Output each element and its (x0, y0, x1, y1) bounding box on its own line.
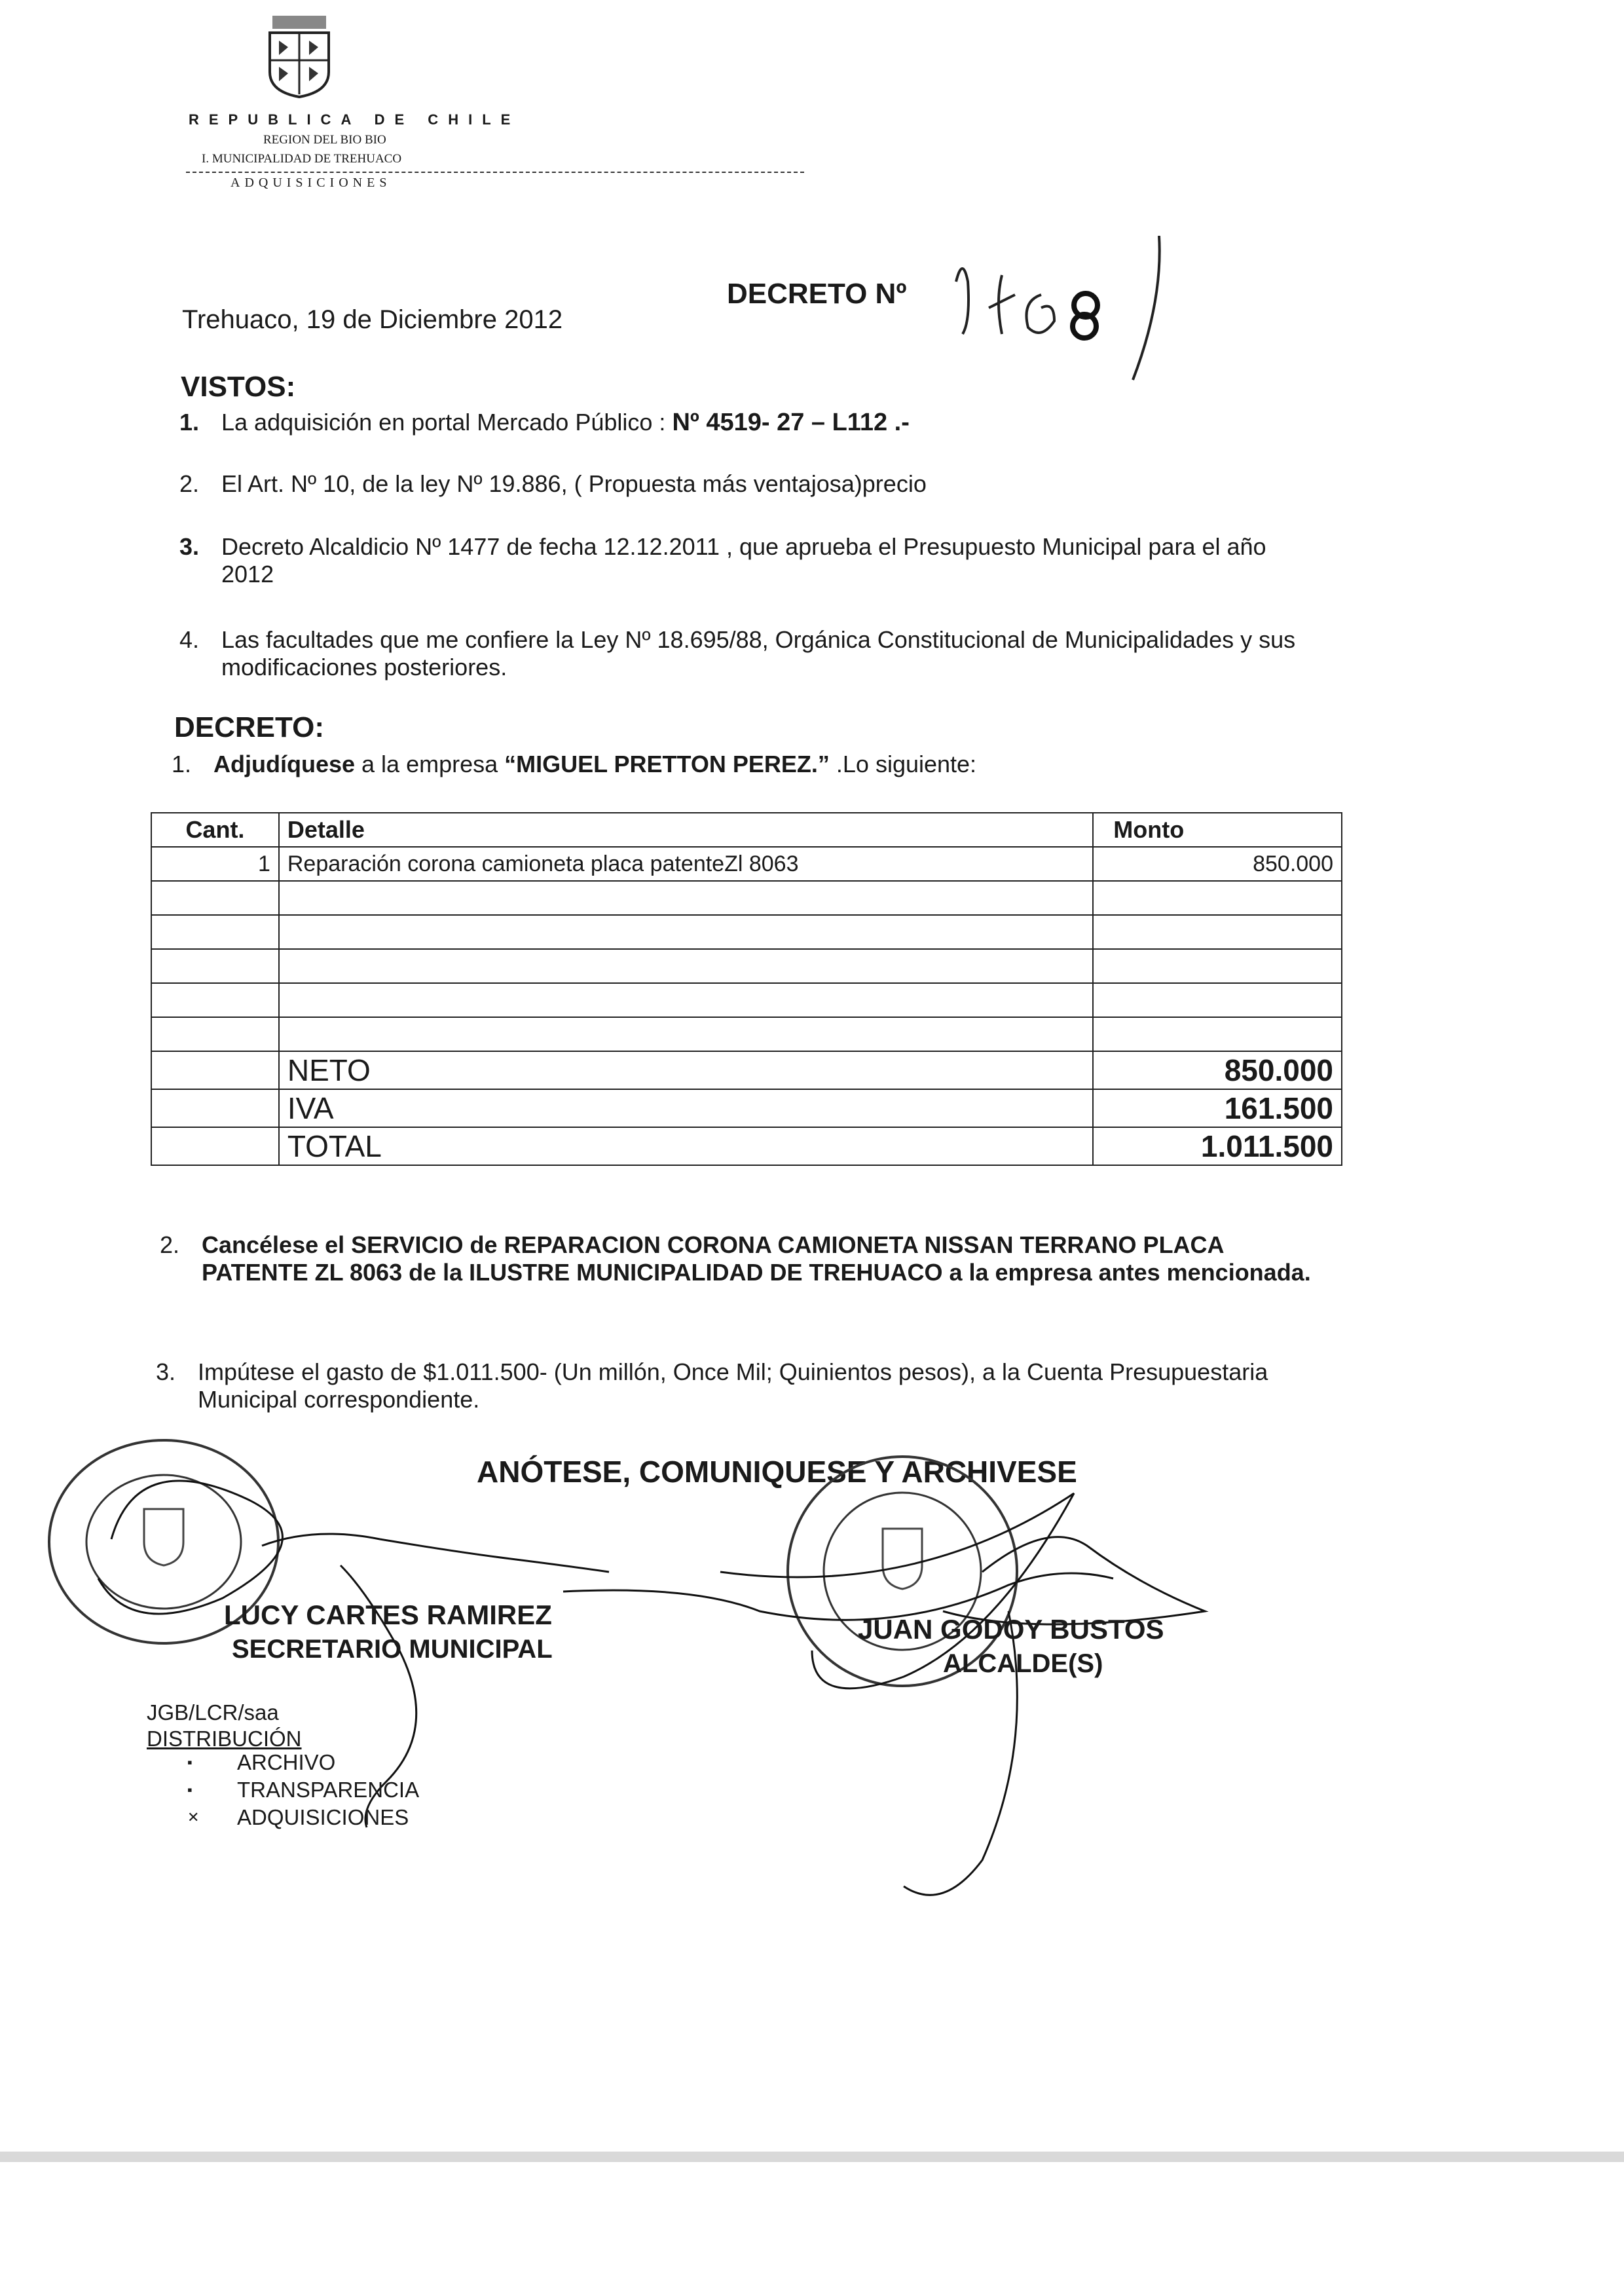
mercado-publico-id: Nº 4519- 27 – L112 .- (672, 409, 910, 436)
decreto-heading: DECRETO: (174, 711, 324, 743)
place-date: Trehuaco, 19 de Diciembre 2012 (182, 305, 563, 334)
vistos-item-3-text-cont: 2012 (221, 561, 274, 588)
header-department: ADQUISICIONES (231, 176, 392, 190)
municipal-crest-icon (261, 12, 338, 100)
distribution-list (151, 1749, 419, 1831)
item-2-line-1: Cancélese el SERVICIO de REPARACION CORONA CAMIONETA NISSAN TERRANO PLACA (202, 1231, 1225, 1258)
list-item: ✕ ADQUISICIONES (187, 1805, 409, 1829)
header-amount: Monto (1093, 813, 1342, 847)
initials: JGB/LCR/saa (147, 1700, 279, 1725)
total-label-total: TOTAL (279, 1127, 1093, 1165)
vistos-item-3-text: Decreto Alcaldicio Nº 1477 de fecha 12.12.2011 , que aprueba el Presupuesto Municipal para el año (221, 533, 1266, 560)
total-amount-neto: 850.000 (1093, 1051, 1342, 1089)
total-label-iva: IVA (279, 1089, 1093, 1127)
item-2-line-2: PATENTE ZL 8063 de la ILUSTRE MUNICIPALIDAD DE TREHUACO a la empresa antes mencionada. (202, 1259, 1311, 1286)
table-row (151, 881, 1342, 915)
secretary-name: LUCY CARTES RAMIREZ (224, 1599, 552, 1630)
closing-formula: ANÓTESE, COMUNIQUESE Y ARCHIVESE (477, 1455, 1077, 1489)
mayor-title: ALCALDE(S) (943, 1649, 1103, 1678)
table-row (151, 949, 1342, 983)
table-header-row (151, 813, 1342, 847)
header-qty: Cant. (151, 813, 279, 847)
mayor-name: JUAN GODOY BUSTOS (858, 1614, 1164, 1645)
vistos-item-2-text: El Art. Nº 10, de la ley Nº 19.886, ( Propuesta más ventajosa)precio (221, 470, 927, 497)
vistos-item-4-text-cont: modificaciones posteriores. (221, 654, 507, 681)
header-region: REGION DEL BIO BIO (263, 133, 386, 147)
table-row (151, 1017, 1342, 1051)
table-row: 1 Reparación corona camioneta placa patenteZl 8063 850.000 (151, 847, 1342, 881)
vistos-item-4-text: Las facultades que me confiere la Ley Nº 18.695/88, Orgánica Constitucional de Municipalidades y sus (221, 626, 1296, 653)
secretary-title: SECRETARIO MUNICIPAL (232, 1635, 553, 1664)
header-detail: Detalle (279, 813, 1093, 847)
item-3-line-1: Impútese el gasto de $1.011.500- (Un millón, Once Mil; Quinientos pesos), a la Cuenta Presupuestaria (198, 1358, 1268, 1385)
header-country: REPUBLICA DE CHILE (189, 111, 521, 128)
table-row (151, 915, 1342, 949)
decreto-item-2: 2. Cancélese el SERVICIO de REPARACION CORONA CAMIONETA NISSAN TERRANO PLACA PATENTE ZL 8063 de la ILUSTRE MUNICIPALIDAD DE TREHUACO a la empresa antes mencionada. (160, 1231, 1311, 1286)
list-item: ▪ TRANSPARENCIA (187, 1778, 420, 1802)
header-municipality: I. MUNICIPALIDAD DE TREHUACO (202, 152, 402, 166)
handwritten-decree-number (943, 236, 1192, 393)
total-amount-total: 1.011.500 (1093, 1127, 1342, 1165)
total-label-neto: NETO (279, 1051, 1093, 1089)
table-total-row (151, 1127, 1342, 1165)
vistos-item-3: 3. Decreto Alcaldicio Nº 1477 de fecha 12.12.2011 , que aprueba el Presupuesto Municipal para el año 2012 (179, 533, 1266, 588)
handwritten-signatures (65, 1441, 1375, 1912)
item-3-line-2: Municipal correspondiente. (198, 1386, 480, 1413)
items-table (151, 812, 1342, 1166)
list-item: ▪ ARCHIVO (187, 1750, 336, 1774)
header-divider (186, 172, 804, 173)
distribution-heading: DISTRIBUCIÓN (147, 1726, 302, 1751)
table-total-row (151, 1089, 1342, 1127)
decree-label: DECRETO Nº (727, 278, 907, 310)
table-total-row (151, 1051, 1342, 1089)
total-amount-iva: 161.500 (1093, 1089, 1342, 1127)
vistos-item-1: 1. La adquisición en portal Mercado Público : Nº 4519- 27 – L112 .- (179, 409, 910, 436)
decreto-item-1: 1. Adjudíquese a la empresa “MIGUEL PRETTON PEREZ.” .Lo siguiente: (172, 751, 977, 777)
vistos-item-1-text: La adquisición en portal Mercado Público : (221, 409, 666, 436)
vistos-heading: VISTOS: (181, 371, 296, 403)
table-row (151, 983, 1342, 1017)
scan-edge (0, 2152, 1624, 2162)
decreto-item-3: 3. Impútese el gasto de $1.011.500- (Un millón, Once Mil; Quinientos pesos), a la Cuenta Presupuestaria Municipal correspondiente. (156, 1358, 1268, 1413)
company-name: “MIGUEL PRETTON PEREZ.” (504, 751, 830, 777)
vistos-item-4: 4. Las facultades que me confiere la Ley Nº 18.695/88, Orgánica Constitucional de Municipalidades y sus modificaciones posteriores. (179, 626, 1296, 681)
vistos-item-2: 2. El Art. Nº 10, de la ley Nº 19.886, ( Propuesta más ventajosa)precio (179, 470, 927, 497)
